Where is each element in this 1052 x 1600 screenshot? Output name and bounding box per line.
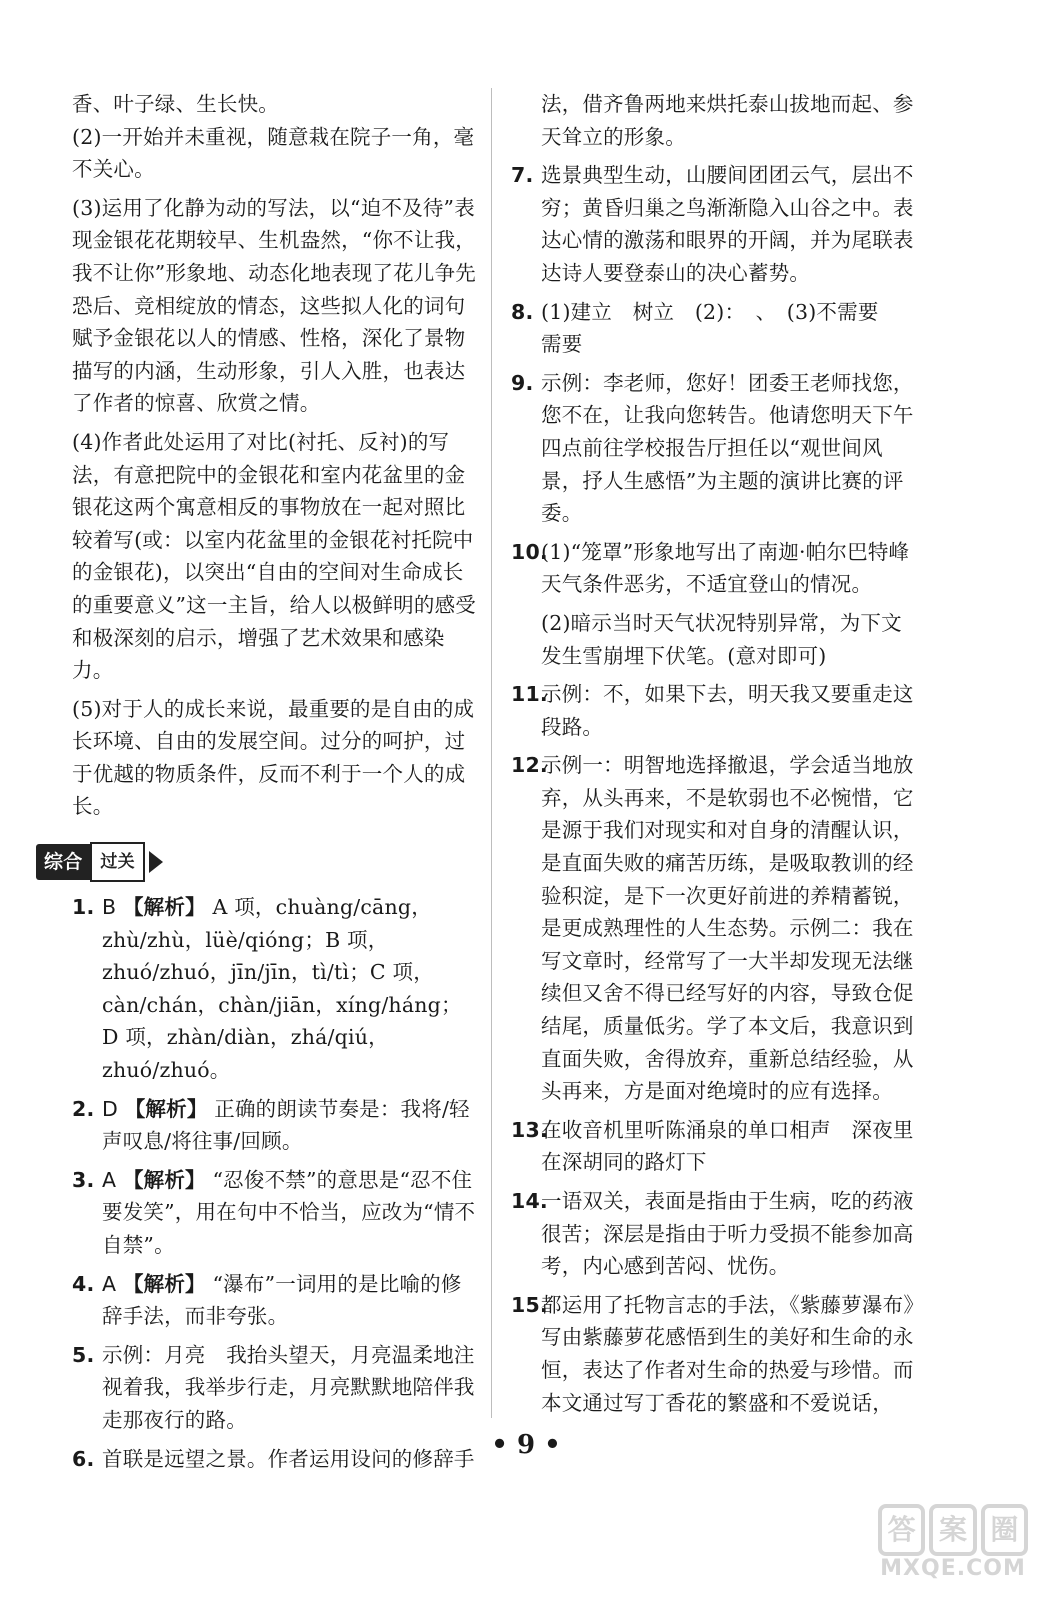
item-text: 都运用了托物言志的手法，《紫藤萝瀑布》写由紫藤萝花感悟到生的美好和生命的永恒，表达了作者对生命的热爱与珍惜。而本文通过写丁香花的繁盛和不爱说话， [541,1292,914,1415]
item-number: 3. [72,1167,95,1192]
item-number: 7. [511,163,534,188]
item-number: 1. [72,895,95,920]
item-number: 2. [72,1096,95,1121]
answer-item [511,159,916,289]
subanswer-4: (4)作者此处运用了对比(衬托、反衬)的写法，有意把院中的金银花和室内花盆里的金银花这两个寓意相反的事物放在一起对照比较着写(或：以室内花盆里的金银花衬托院中的金银花)，以突出“自由的空间对生命成长的重要意义”这一主旨，给人以极鲜明的感受和极深刻的启示，增强了艺术效果和感染力。 [72,429,476,683]
answer-item [511,678,916,743]
watermark-text: MXQE.COM [880,1556,1026,1581]
answer-item [511,367,916,530]
arrow-icon [149,851,163,873]
watermark-char: 答 [878,1504,925,1556]
item-text: 示例一：明智地选择撤退，学会适当地放弃，从头再来，不是软弱也不必惋惜，它是源于我们对现实和对自身的清醒认识，是直面失败的痛苦历练，是吸取教训的经验积淀，是下一次更好前进的养精蓄锐，是更成熟理性的人生态势。示例二：我在写文章时，经常写了一大半却发现无法继续但又舍不得已经写好的内容，导致仓促结尾，质量低劣。学了本文后，我意识到直面失败，舍得放弃，重新总结经验，从头再来，方是面对绝境时的应有选择。 [541,753,914,1104]
subanswer-5: (5)对于人的成长来说，最重要的是自由的成长环境、自由的发展空间。过分的呵护，过于优越的物质条件，反而不利于一个人的成长。 [72,696,475,819]
item-text: (1)建立 树立 (2)： 、 (3)不需要 需要 [541,299,900,357]
continued-answer: 法，借齐鲁两地来烘托泰山拔地而起、参天耸立的形象。 [541,92,914,149]
item-text: 首联是远望之景。作者运用设问的修辞手 [102,1446,475,1471]
answer-item [72,891,477,1087]
analysis-tag: 【解析】 [122,1167,206,1192]
item-number: 9. [511,370,534,395]
item-number: 15. [511,1292,548,1317]
item-text: 示例：月亮 我抬头望天，月亮温柔地注视着我，我举步行走，月亮默默地陪伴我走那夜行的路。 [102,1342,475,1432]
item-text: 在收音机里听陈涌泉的单口相声 深夜里在深胡同的路灯下 [541,1117,914,1175]
answer-subitem [511,607,916,672]
right-column [511,88,916,1425]
item-choice: A [102,1271,117,1296]
answer-item [511,536,916,601]
answer-item [72,1164,477,1262]
answer-item [511,296,916,361]
item-text: 示例：李老师，您好！团委王老师找您，您不在，让我向您转告。他请您明天下午四点前往学校报告厅担任以“观世间风景，抒人生感悟”为主题的演讲比赛的评委。 [541,370,914,526]
column-divider [491,88,492,1418]
watermark-char: 圈 [981,1504,1028,1556]
item-text: 示例：不，如果下去，明天我又要重走这段路。 [541,682,914,739]
item-number: 10. [511,539,548,564]
item-choice: B [102,895,117,920]
analysis-tag: 【解析】 [122,895,206,920]
answer-item [72,1339,477,1437]
section-title-b: 过关 [90,842,144,883]
item-number: 11. [511,682,548,707]
item-number: 5. [72,1342,95,1367]
page-number: • 9 • [491,1430,561,1460]
subanswer-3: (3)运用了化静为动的写法，以“迫不及待”表现金银花花期较早、生机盎然，“你不让我，我不让你”形象地、动态化地表现了花儿争先恐后、竞相绽放的情态，这些拟人化的词句赋予金银花以人的情感、性格，深化了景物描写的内涵，生动形象，引人入胜，也表达了作者的惊喜、欣赏之情。 [72,195,476,416]
item-text: (1)“笼罩”形象地写出了南迦·帕尔巴特峰天气条件恶劣，不适宜登山的情况。 [541,539,910,597]
left-column [44,88,477,1481]
item-number: 4. [72,1271,95,1296]
item-number: 12. [511,753,548,778]
item-number: 14. [511,1189,548,1213]
subanswer-2: (2)一开始并未重视，随意栽在院子一角，毫不关心。 [72,124,475,182]
item-text: (2)暗示当时天气状况特别异常，为下文发生雪崩埋下伏笔。(意对即可) [541,610,902,668]
analysis-tag: 【解析】 [122,1271,206,1296]
section-title-a: 综合 [36,844,90,881]
item-number: 6. [72,1446,95,1471]
answer-item [511,1289,916,1419]
item-text: “瀑布”一词用的是比喻的修辞手法，而非夸张。 [102,1271,462,1329]
watermark-logo [878,1504,1028,1586]
item-text: A 项，chuàng/cāng，zhù/zhù，lüè/qióng；B 项，zhuó/zhuó，jīn/jīn，tì/tì；C 项，càn/chán，chàn/jiān，xíng/háng；D 项，zhàn/diàn，zhá/qiú，zhuó/zhuó。 [102,895,462,1083]
left-intro: 香、叶子绿、生长快。 [72,92,279,116]
item-number: 13. [511,1117,548,1142]
section-banner [36,845,477,879]
item-number: 8. [511,299,534,324]
answer-item [511,1185,916,1283]
answer-item [72,1093,477,1158]
analysis-tag: 【解析】 [124,1096,208,1121]
item-text: 选景典型生动，山腰间团团云气，层出不穷；黄昏归巢之鸟渐渐隐入山谷之中。表达心情的激荡和眼界的开阔，并为尾联表达诗人要登泰山的决心蓄势。 [541,163,914,285]
answer-item [72,1268,477,1333]
item-choice: A [102,1167,117,1192]
item-text: “忍俊不禁”的意思是“忍不住要发笑”，用在句中不恰当，应改为“情不自禁”。 [102,1167,476,1257]
item-text: 正确的朗读节奏是：我将/轻声叹息/将往事/回顾。 [102,1096,470,1154]
answer-item [511,1114,916,1179]
watermark-char: 案 [929,1504,976,1556]
item-text: 一语双关，表面是指由于生病，吃的药液很苦；深层是指由于听力受损不能参加高考，内心感到苦闷、忧伤。 [541,1189,914,1279]
item-choice: D [102,1096,118,1121]
answer-item [511,749,916,1108]
